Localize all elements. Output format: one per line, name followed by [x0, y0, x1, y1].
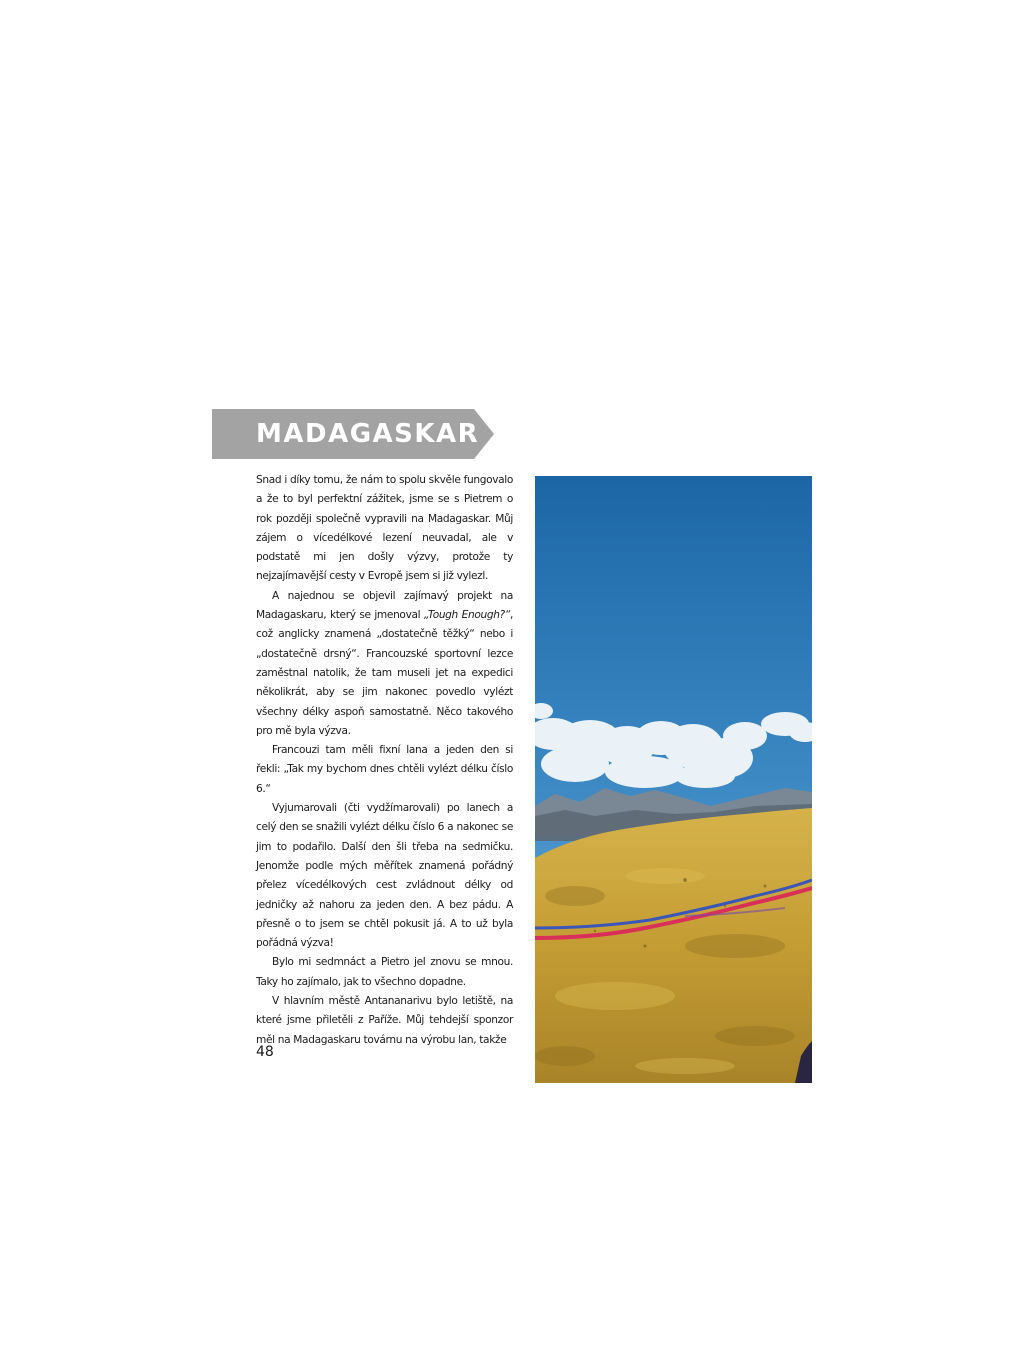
paragraph-text: , což anglicky znamená „dostatečně těžký“ nebo i „dostatečně drsný“. Francouzské sportovní lezce zaměstnal natolik, že tam museli jet na expedici několikrát, aby se jim nakonec povedlo vylézt všechny délky aspoň samostatně. Něco takového pro mě byla výzva.	[256, 609, 513, 737]
climbing-photo	[535, 476, 812, 1083]
paragraph	[256, 587, 513, 741]
photo-illustration	[535, 476, 812, 1083]
chapter-title: MADAGASKAR	[256, 419, 480, 449]
page-number: 48	[256, 1044, 274, 1060]
paragraph: Francouzi tam měli fixní lana a jeden den si řekli: „Tak my bychom dnes chtěli vylézt délku číslo 6.“	[256, 744, 513, 795]
chapter-title-banner	[212, 409, 494, 459]
paragraph-emphasis: „Tough Enough?“	[423, 609, 510, 622]
paragraph: Bylo mi sedmnáct a Pietro jel znovu se mnou. Taky ho zajímalo, jak to všechno dopadne.	[256, 956, 513, 988]
paragraph: Snad i díky tomu, že nám to spolu skvěle fungovalo a že to byl perfektní zážitek, jsme se s Pietrem o rok později společně vypravili na Madagaskar. Můj zájem o vícedélkové lezení neuvadal, ale v podstatě mi jen došly výzvy, protože ty nejzajímavější cesty v Evropě jsem si již vylezl.	[256, 474, 513, 583]
paragraph: V hlavním městě Antananarivu bylo letiště, na které jsme přiletěli z Paříže. Můj tehdejší sponzor měl na Madagaskaru továrnu na výrobu lan, takže	[256, 995, 513, 1046]
paragraph-text: A najednou se objevil zajímavý projekt na Madagaskaru, který se jmenoval	[256, 589, 513, 622]
paragraph: Vyjumarovali (čti vydžímarovali) po lanech a celý den se snažili vylézt délku číslo 6 a nakonec se jim to podařilo. Další den šli třeba na sedmičku. Jenomže podle mých měřítek znamená pořádný přelez vícedélkových cest zvládnout délky od jedničky až nahoru za jeden den. A bez pádu. A přesně o to jsem se chtěl pokusit já. A to už byla pořádná výzva!	[256, 802, 513, 950]
body-text-column	[256, 471, 513, 1050]
